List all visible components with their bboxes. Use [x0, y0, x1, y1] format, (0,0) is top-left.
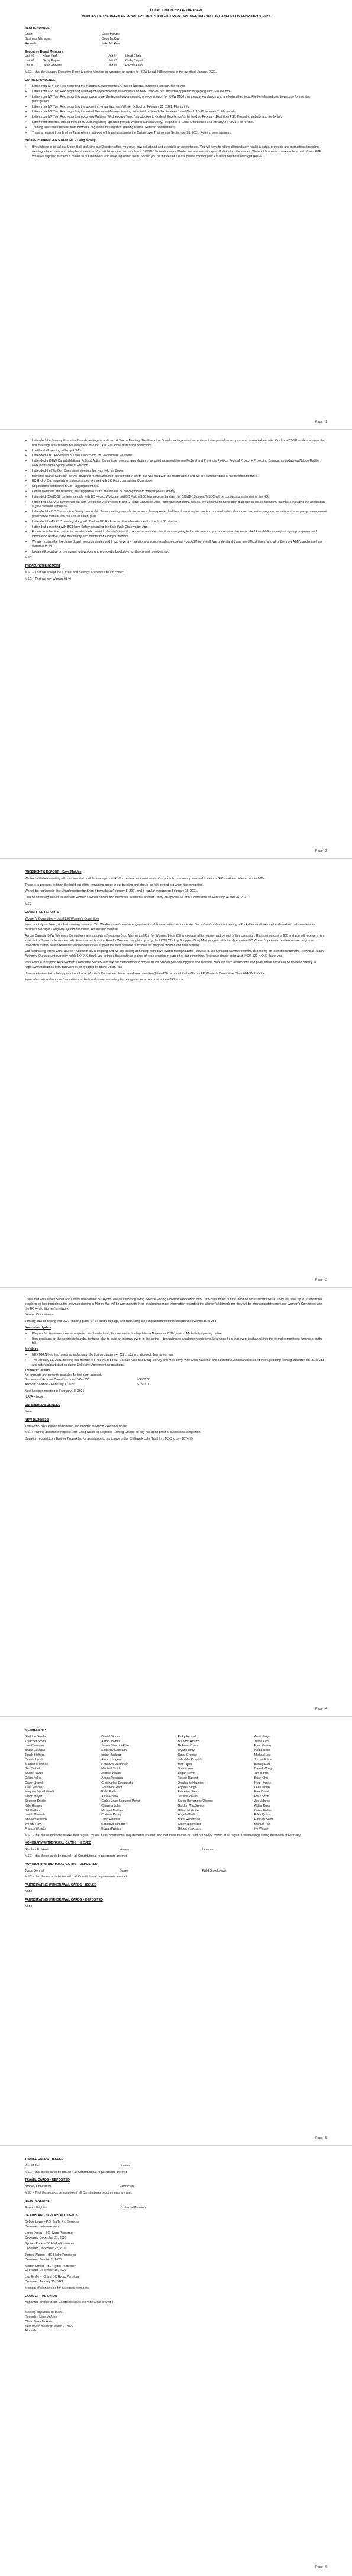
committees-heading: COMMITTEE REPORTS	[25, 910, 59, 914]
list-item: ➢ Updated Executive on the current grievances and provided a breakdown on the current membership.	[25, 550, 327, 555]
officer-role: Business Manager:	[25, 37, 51, 41]
member-name: Jesse Kim	[254, 1739, 269, 1743]
president-para: We will be hosting our first virtual meeting for Shop Stewards on February 8, 2021 and a regular meeting on February 15, 2021.	[25, 889, 198, 894]
travel-deposited-motion: MSC – That these cards be accepted if all Constitutional requirements are met.	[25, 2191, 133, 2195]
list-item: ➢ Letter from Roberto Hobson from Local 2085 regarding upcoming virtual Western Canada Utility, Telephone & Cable Conference on February 24, 2021, File for info.	[25, 121, 327, 125]
committee-para: If you are interested in being part of our Local Women's Committee please email wwcommittee@ibew258.ca or call Kathe Obrodi AR Women's Committee Chair 604-XXX-XXXX.	[25, 972, 266, 976]
death-name: Sydney Pace – BC Hydro Pensioner	[25, 2242, 75, 2246]
officer-name: Doug McKay	[102, 37, 120, 41]
list-item: ➢ I attended a BC Federation of Labour workshop on Government Relations.	[25, 454, 327, 459]
finance-label: Account Balance – February 1, 2021	[25, 1382, 75, 1386]
officer-name: Mike McAfee	[102, 41, 120, 46]
table-row	[25, 2206, 327, 2211]
member-name: Joanka Waldie	[101, 1772, 122, 1776]
page-number: Page | 3	[315, 1278, 327, 1282]
member-name: Aqbaell Singh	[177, 1785, 197, 1789]
committee-subheading: Women's Committee – Local 258 Women's Committee	[25, 917, 99, 921]
list-item: ➢ I attended the BC Construction Safety Leadership Team meeting: agenda items were the corporate dashboard, service plan metrics, updated safety dashboard, asbestos program, security and emergency management governance manual and the annual safety plan.	[25, 510, 327, 519]
meetings-heading: Meetings	[25, 1347, 38, 1352]
member-name: Angela Phillip	[177, 1813, 196, 1817]
meetings-list	[25, 1353, 327, 1367]
correspondence-heading: CORRESPONDENCE	[25, 78, 56, 82]
attendance-heading: IN ATTENDANCE	[25, 26, 50, 30]
officer-role: Recorder:	[25, 41, 38, 46]
november-list	[25, 1332, 327, 1346]
finance-value: $1500.00	[137, 1382, 150, 1386]
member-name: Mitchell Smith	[101, 1767, 121, 1771]
november-update-heading: November Update	[25, 1326, 51, 1330]
exec-unit: Unit #4	[108, 54, 118, 59]
member-name: Kyle Heaney	[25, 1804, 43, 1808]
member-name: Nnaeem Phillips	[25, 1818, 47, 1822]
member-name: Anoca Petersen	[101, 1776, 124, 1780]
bm-report-list	[25, 439, 327, 554]
death-entry	[25, 2275, 327, 2285]
death-date: Deceased January 10, 2021	[25, 2279, 63, 2283]
list-item: ➢ Letter from IVP Tom Reid regarding a campaign to get the federal government to provide support for IBEW 2106 members at Hardlands who are losing their jobs, File for info and post to website for member participation.	[25, 95, 327, 105]
member-name: Michael Maitland	[101, 1808, 125, 1812]
member-name: Gillian McGuire	[177, 1808, 199, 1812]
member-name: Gordon MacGregor	[177, 1804, 205, 1808]
exec-name: Klaus Kraft	[43, 54, 58, 59]
travel-issued-heading: TRAVEL CARDS – ISSUED	[25, 2158, 64, 2161]
member-name: Alicia Roma	[101, 1795, 118, 1799]
member-name: Corinne Penny	[101, 1813, 122, 1817]
member-name: Daniel Bidoux	[101, 1734, 121, 1739]
exec-row	[25, 64, 327, 69]
ilata-line: ILATA – None.	[25, 1395, 44, 1399]
page-6	[0, 2145, 352, 2574]
officer-row	[25, 42, 327, 47]
page-5	[0, 1716, 352, 2145]
member-name: Kimberly Galbraith	[101, 1749, 127, 1753]
committee-para: Meet monthly on Zoom, our last meeting January 12th. We discussed member engagement and how to better communicate. Since Carolyn Yerke is creating a Rocky/Jemand that can be shared with all members via Business Manager Doug McKay and our media, Hotline and website.	[25, 923, 316, 932]
pension-name: Edward Brighton	[25, 2205, 48, 2210]
new-business-heading: NEW BUSINESS	[25, 1418, 49, 1422]
list-item: ➢ Dutton Members are resuming the suggestive forms and we will be moving forward with proposals shortly.	[25, 490, 327, 495]
exec-unit: Unit #3	[25, 64, 35, 68]
finance-row	[25, 1378, 327, 1383]
new-business-item: Donation request from Brother Taras Allen for assistance to participate in the Chilliwack Lake Triathlon, MSC to pay $874.95.	[25, 1437, 194, 1441]
participating-deposited-value: None	[25, 1904, 33, 1908]
president-para: I will be attending the virtual Western Women's Winter School and the virtual Western Canadian Utility, Telephone & Cable Conference on February 24 and 26, 2021.	[25, 896, 248, 900]
list-item: ➢ We are posting the Executive Board meeting minutes and if you have any questions or concerns please contact your ABM or myself. We understand these are difficult times, and all of them my ABM's and myself are available to you.	[25, 540, 327, 550]
member-name: Dylan Keller	[25, 1776, 41, 1780]
member-name: Bill Maitland	[25, 1808, 41, 1812]
list-item: ➢ For our suitable line contractor members who travel to the site's to work, please be reminded that if you are going to the site to work, you are required to contact the Union Hall as a original sign-up purposes and information relative to the mandatory documents that allow you to work.	[25, 530, 327, 540]
treasurer-heading: TREASURER'S REPORT	[25, 564, 61, 569]
treasurer-motion-2: MSC – That we pay Warrant #840	[25, 577, 72, 581]
next-meeting: Next Nextgen meeting is February 18, 2021.	[25, 1389, 85, 1393]
member-name: Ben Seibel	[25, 1767, 40, 1771]
member-name: Tristan Dupont	[177, 1776, 198, 1780]
president-msc: MSC	[25, 902, 32, 906]
exec-unit: Unit #5	[108, 59, 118, 63]
member-name: Kelsey Park	[254, 1762, 271, 1766]
member-name: Leah Morin	[254, 1785, 270, 1789]
member-name: Shannon Grant	[101, 1785, 122, 1789]
member-name: Daniel Wong	[254, 1767, 272, 1771]
member-name: Maryam Jamal Wardi	[25, 1790, 54, 1794]
member-name: Thao Roamer	[101, 1818, 120, 1822]
card-place: Vernon	[120, 1848, 130, 1852]
exec-name: Rachel Allan	[125, 64, 143, 68]
list-item: ➢ Item continues on the contribute laundry, tentative plan to build an informal event in the spring – depending on pandemic restrictions. Learnings from that event to channel into the formal committee's fundraiser in the fall.	[25, 1337, 327, 1347]
list-item: ➢ I attended COVID-19 conference calls with BC Hydro, Worksafe and BC Fed. MSBC has accepted a claim for COVID-19 cover. WSBC will be conducting a site visit of the HQ.	[25, 495, 327, 500]
list-item: ➢ I attended a meeting with BC Hydro Safety regarding the Safe Work Observation App.	[25, 525, 327, 530]
member-name: Jacob Stafford	[25, 1753, 45, 1757]
new-business-item: Tom Fortin 2021 logo to be finalised and decided at March Executive Board.	[25, 1424, 128, 1428]
president-para: There is in progress to finish the build out of the remaining space in our building and should be fully rented out when it is completed.	[25, 883, 204, 887]
card-trade: Electrician	[120, 2185, 134, 2189]
death-entry	[25, 2253, 327, 2263]
exec-row	[25, 59, 327, 64]
honorary-issued-motion: MSC – that these cards be issued if all Constitutional requirements are met.	[25, 1854, 128, 1858]
member-name: Karim Hernandez Olivedo	[177, 1799, 213, 1803]
finance-value: +$500.00	[137, 1378, 150, 1382]
member-name: Isaiah Jackson	[101, 1753, 122, 1757]
exec-name: Gerry Payne	[43, 59, 60, 63]
document-subtitle: MINUTES OF THE REGULAR FEBRUARY, 2021 ZOOM FUTURE BOARD MEETING HELD IN LANGLEY ON FEBRUARY 9, 2021	[82, 15, 270, 19]
member-name: Wendy Ray	[25, 1822, 41, 1826]
member-name: Marriott Marshall	[25, 1762, 48, 1766]
member-name: Cathy Richmond	[177, 1822, 201, 1826]
officer-role: Chair:	[25, 33, 33, 37]
list-item: ➢ Plaques for the winners were completed and handed out. Pictures and a final update on November 2020 given to Michelle for posting online	[25, 1332, 327, 1337]
death-date: Deceased date unknown	[25, 2224, 59, 2229]
death-date: Deceased December 15, 2020	[25, 2269, 67, 2273]
list-item: ➢ BC Hydro: Our negotiating team continues to meet with BC Hydro bargaining Committee.	[25, 479, 327, 484]
officer-row	[25, 37, 327, 42]
list-item: ➢ I held a staff meeting with my ABM's.	[25, 449, 327, 454]
member-name: John MacDonald	[177, 1758, 201, 1762]
member-name: Dennis Lynch	[25, 1758, 44, 1762]
ibew-pensions-heading: IBEW PENSIONS	[25, 2199, 50, 2203]
membership-list	[25, 1735, 327, 1832]
member-name: Kabir Rally	[101, 1790, 117, 1794]
committee-treasurer-intro: No amounts are currently available for the bank account.	[25, 1373, 102, 1378]
adjourn-line: Meeting adjourned at 15:16.	[25, 2311, 63, 2315]
member-name: Ivy Watson	[254, 1827, 270, 1831]
member-name: Bruce Gelagas	[25, 1749, 46, 1753]
member-name: Evan Scott	[254, 1795, 269, 1799]
participating-issued-heading: PARTICIPATING WITHDRAWAL CARDS – ISSUED	[25, 1883, 97, 1888]
card-trade: Lineman	[202, 1848, 214, 1852]
death-entry	[25, 2220, 327, 2230]
membership-motion: MSC – that these applications take their regular course if all Constitutional requirements are met, and that these names be read out and/or posted at all regular Unit meetings during the month of February.	[25, 1833, 301, 1837]
member-name: Shane Taylor	[25, 1772, 43, 1776]
list-item: ➢ Letter from IVP Tom Reid regarding the upcoming virtual Women's Winter School on February 21, 2021, File for info.	[25, 105, 327, 110]
committee-treasurer-heading: Treasurer Report	[25, 1369, 50, 1373]
member-name: Omar Gravitte	[177, 1753, 198, 1757]
member-name: Isaiah Mensah	[25, 1813, 45, 1817]
list-item: ➢ Letter from IVP Tom Reid regarding a survey of apprenticeship stakeholders on how Covid-19 has impacted apprenticeship programs, File for info.	[25, 90, 327, 95]
adjourn-line: Next Board meeting: March 2, 2022	[25, 2324, 73, 2328]
member-name: Wyatt Henry	[177, 1749, 195, 1753]
exec-unit: Unit #6	[108, 64, 118, 68]
member-name: Brian Chu	[254, 1776, 268, 1780]
honorary-issued-heading: HONORARY WITHDRAWAL CARDS – ISSUED	[25, 1841, 92, 1846]
member-name: Stephanie Hepener	[177, 1781, 205, 1785]
death-name: Leo Enslie – IO and BC Hydro Pensioner	[25, 2275, 81, 2279]
member-name: James Vasconi-Pilar	[101, 1744, 130, 1748]
bm-intro-list	[25, 145, 327, 159]
page-number: Page | 6	[315, 2565, 327, 2569]
president-heading: PRESIDENT'S REPORT – Dave McAfee	[25, 870, 82, 874]
list-item: ➢ Letter from IVP Tom Reid regarding the virtual Business Manager training to be held on March 1-4 for week 1 and March 15-18 for week 2, File for info.	[25, 110, 327, 115]
member-name: Shaun Yew	[177, 1767, 193, 1771]
member-name: Brandon Aldrich	[177, 1739, 200, 1743]
exec-board-heading: Executive Board Members	[25, 50, 63, 54]
member-name: Riley Quinn	[254, 1813, 270, 1817]
page-number: Page | 4	[315, 1707, 327, 1711]
list-item: ➢ If you phone in or call our Union Hall, including our Dispatch office, you must now call ahead and schedule an appointment. You will have to follow all mandatory health & safety protocols and instructions including wearing a face mask and using hand sanitizer. You will be required to complete a COVID-19 questionnaire. Masks are now mandatory in all shared inside spaces. We would consider masks to be a part of your PPE. We have supplied numerous masks to our members who have requested them. Should you be in need of a mask please contact your Assistant Business Manager (ABM).	[25, 145, 327, 159]
exec-name: Cathy Trigaith	[125, 59, 145, 63]
member-name: Logan Nevin	[177, 1772, 195, 1776]
page-4	[0, 1287, 352, 1716]
table-row	[25, 2185, 327, 2190]
table-row	[25, 2164, 327, 2169]
member-name: Amrit Singh	[254, 1734, 270, 1739]
member-name: Paul Grant	[254, 1790, 269, 1794]
exec-name: Dean Roberts	[43, 64, 62, 68]
committee-para: I have met with Janice Soper and Lesley Macdonald, BC Hydro. They are working along side the Ending Violence Association of BC and have rolled out the Don't be a Bystander course. They will have up to 10 additional sessions on-line throughout the province starting in March. We will be working with them sharing important information regarding the Women's Network and they will be sharing updates from our Women's Committee with the BC Hydro Women's network.	[25, 1298, 323, 1311]
list-item: ➢ Letter from IVP Tom Reid regarding the National Governments $70 million National Initiative Program, file for info.	[25, 85, 327, 89]
member-name: Nicholas Chen	[177, 1744, 198, 1748]
exec-unit: Unit #2	[25, 59, 35, 63]
list-item: ➢ Negotiations continue for Aux Flagging members.	[25, 485, 327, 489]
member-name: Aaron Jaynes	[101, 1739, 120, 1743]
honorary-deposited-heading: HONORARY WITHDRAWAL CARDS – DEPOSITED	[25, 1862, 98, 1866]
member-name: Gilbert Yzakhonu	[177, 1827, 202, 1831]
finance-label: Summary of Account Donations from IBEW 258:	[25, 1378, 91, 1382]
travel-issued-motion: MSC – that these cards be issued if all Constitutional requirements are met.	[25, 2170, 128, 2174]
death-date: Deceased December 22, 2020	[25, 2247, 67, 2251]
card-name: Bradley Cheesman	[25, 2185, 51, 2189]
list-item: ➢ I attended the Nat-Gen Committee Meeting that was held via Zoom.	[25, 469, 327, 474]
officer-name: Dave McAfee	[102, 33, 121, 37]
document-title: LOCAL UNION 258 OF THE IBEW	[150, 9, 202, 12]
list-item: ➢ I attended a IBEW Canada National Political Action Committee meeting: agenda items included a presentation on Federal and Provincial Politics, Federal Project + Protecting Canada, an update on Nelson Rubber work plans and a Spring Federal Election.	[25, 459, 327, 469]
member-name: Carmela John	[101, 1804, 121, 1808]
list-item: ➢ I attended a COVID conference call with Executive Vice President of BC Hydro Chantelle Millie regarding operational issues. We continue to have open dialogue on issues facing my members including the application of your workers principles.	[25, 501, 327, 510]
member-name: Thatcher Smith	[25, 1739, 46, 1743]
member-name: Noah Evans	[254, 1781, 272, 1785]
death-name: Morton Ernest – BC Hydro Pensioner	[25, 2264, 76, 2268]
member-name: Jessica Poulin	[177, 1795, 198, 1799]
membership-heading: MEMBERSHIP	[25, 1729, 46, 1732]
good-of-union-heading: GOOD OF THE UNION	[25, 2294, 57, 2298]
member-name: Spencer Brodie	[25, 1799, 46, 1803]
member-name: Francis Wharton	[25, 1827, 48, 1831]
member-name: Carlos Joao Sisquesti Perez	[101, 1799, 140, 1803]
member-name: Sheldon Smela	[25, 1734, 46, 1739]
adjourn-line: All cards	[25, 2329, 37, 2333]
card-trade: Field Storekeeper	[202, 1869, 227, 1873]
member-name: Farcefina Fields	[177, 1790, 200, 1794]
page-1	[0, 0, 352, 429]
travel-deposited-heading: TRAVEL CARDS – DEPOSITED	[25, 2178, 70, 2182]
member-name: Aaron Luttgen	[101, 1758, 121, 1762]
death-name: Lorne Orden – BC Hydro Pensioner	[25, 2231, 74, 2235]
list-item: ➢ Training request from Brother Taras Allen in support of his participation in the Cultus Lake Triathlon on September 26, 2021. Refer to new business.	[25, 131, 327, 136]
member-name: Matt Ojala	[177, 1762, 192, 1766]
member-name: Nadia Ross	[254, 1749, 270, 1753]
member-name: Zoe Adams	[254, 1799, 270, 1803]
death-entry	[25, 2231, 327, 2241]
page-3	[0, 858, 352, 1287]
list-item: ➢ I attended the All PTC meeting along with Brother BC Hydro executive who attended for the first 30 minutes.	[25, 520, 327, 525]
card-place: Surrey	[120, 1869, 129, 1873]
member-name: Edward Weiss	[101, 1827, 121, 1831]
death-entry	[25, 2242, 327, 2252]
page-2	[0, 429, 352, 858]
member-name: Levi Cameron	[25, 1744, 44, 1748]
new-business-item: MSC: Training assistance request from Craig Nolan for Logistics Training Course, to pay half upon proof of successful completion.	[25, 1431, 201, 1435]
committee-para: Our fundraising efforts with Futures 4 Aspire in BC is ongoing and we are looking at funding both drive events throughout the Province in the Spring or Summer months, depending on restrictions from the Provincial Health Authority. Our account currently holds $XX.XX, thank you to those that continue to drop off your empties in support of our committee. To donate simply enter acct # 604-520-XXXX, thank you.	[25, 950, 324, 959]
committee-para: Newton Committee –	[25, 1313, 54, 1317]
list-item: ➢ The January 11, 2021 meeting had members of the NGB Local: 4, Chair Kalle Soi, Doug McKay and Mike Levy. Vice Chair Kalle Soi and Secretary: Jonathan discussed their upcoming training support from IBEW 258 and potential participation during Collective Agreement negotiations.	[25, 1359, 327, 1368]
good-of-union-item: Appointed Brother Brian Goedbloeden as the Vice Chair of Unit 4.	[25, 2301, 115, 2305]
participating-issued-value: None	[25, 1889, 33, 1893]
member-name: Brent Robertson	[177, 1818, 201, 1822]
death-date: Deceased October 5, 2020	[25, 2257, 62, 2262]
card-name: Kurt Muller	[25, 2164, 40, 2168]
member-name: Michael Lee	[254, 1753, 271, 1757]
correspondence-list	[25, 85, 327, 135]
death-name: Debbie Lowe – P.S. Traffic Pro Services	[25, 2220, 79, 2224]
adjourn-line: Chair: Dave McAfee	[25, 2320, 53, 2324]
treasurer-motion-1: MSC – That we accept the Current and Savings Accounts if found correct.	[25, 570, 125, 574]
table-row	[25, 1848, 327, 1853]
page-number: Page | 2	[315, 849, 327, 853]
table-row	[25, 1869, 327, 1874]
committee-para: Across Canada IBEW Women's Committees are supporting Shoppers Drug Mart Virtual Run for Women, Local 258 encourage all to register and be part of this campaign. Registration cost is $30 and you will receive a run shirt. (https://www.runforwomen.ca/). Funds raised from the Run for Women, brought to you by the LOVE YOU by Shoppers Drug Mart program will directly enhance BC Women's perinatal resilience care programs. Innovation mental health resources and resources will support the best possible outcomes for pregnant women and their families.	[25, 934, 324, 947]
exec-row	[25, 54, 327, 59]
death-date: Deceased December 31, 2020	[25, 2236, 67, 2240]
president-para: We had a Webex meeting with our financial portfolio managers at RBC to review our investments. Our portfolio is currently invested in various GICs and are deferred out to 2024.	[25, 876, 266, 881]
moment-of-silence: Moment of silence held for deceased members.	[25, 2286, 90, 2290]
death-name: James Warren – BC Hydro Pensioner	[25, 2253, 76, 2257]
page-number: Page | 1	[315, 420, 327, 424]
member-name: Christopher Bojanofsky	[101, 1781, 133, 1785]
attendance-motion: MSC – that the January Executive Board Meeting Minutes be accepted as posted to IBEW Local 258's website in the month of January 2021.	[25, 70, 217, 74]
page-number: Page | 5	[315, 2136, 327, 2140]
pension-type: IO Normal Pension	[120, 2205, 146, 2210]
unfinished-heading: UNFINISHED BUSINESS	[25, 1404, 60, 1408]
adjourn-line: Recorder: Mike McAfee	[25, 2315, 57, 2319]
exec-unit: Unit #1	[25, 54, 35, 59]
committee-para: January saw us testing into 2021, making plans for a Facebook page, and discussing stocking and mentorship opportunities within IBEW 258.	[25, 1320, 217, 1324]
member-name: Tim Harris	[254, 1772, 269, 1776]
bm-report-heading: BUSINESS MANAGER'S REPORT – Doug McKay	[25, 139, 96, 143]
card-trade: Lineman	[120, 2164, 131, 2168]
member-name: Tyler Fletcher	[25, 1785, 44, 1789]
member-name: Ricky Kendall	[177, 1734, 196, 1739]
list-item: ➢ Barnaffle Island: Outreach served down the memorandum of agreement. A zoom call was held with the membership and we are currently back at the negotiating table.	[25, 475, 327, 479]
officer-row	[25, 33, 327, 37]
deaths-heading: DEATHS AND SERIOUS ACCIDENTS	[25, 2214, 78, 2218]
member-name: Owen Fisher	[254, 1808, 272, 1812]
member-name: Jordan Price	[254, 1758, 272, 1762]
member-name: Konglavii Tamboo	[101, 1822, 126, 1826]
participating-deposited-heading: PARTICIPATING WITHDRAWAL CARDS – DEPOSITED	[25, 1898, 103, 1902]
member-name: Marcus Tan	[254, 1822, 270, 1826]
list-item: ➢ NEXTGEN held two meetings in January, the first on January 4, 2021, taking a Microsoft Teams test run.	[25, 1353, 327, 1358]
card-name: Stephen E. Morris	[25, 1848, 50, 1852]
committee-para: We continue to support Alice Women's Resource Society and ask our membership to donate much needed personal hygiene and feminine products such as tampons and pads, these items can be donated directly to https://www.facebook.com/alicewomen/ or dropped off at the Union Hall.	[25, 960, 317, 969]
list-item: ➢ I attended the January Executive Board meeting via a Microsoft Teams Meeting. The Executive Board meetings minutes continue to be posted on our password protected website. Our Local 258 President advises that unit meetings are currently not being held due to COVID-19 social distancing restrictions.	[25, 439, 327, 449]
member-name: Jason Meyer	[25, 1795, 43, 1799]
finance-row	[25, 1383, 327, 1388]
member-name: Ryan Brown	[254, 1744, 272, 1748]
member-name: Casey Sewell	[25, 1781, 44, 1785]
honorary-deposited-motion: MSC – that these cards be issued if all Constitutional requirements are met.	[25, 1875, 128, 1879]
member-name: Hannah Scott	[254, 1818, 273, 1822]
list-item: ➢ Training assistance request from Brother Craig Nolan for Logistics Training course. Refer to new business.	[25, 126, 327, 131]
unfinished-value: None	[25, 1409, 33, 1414]
member-name: Candace McDonald	[101, 1762, 128, 1766]
committee-para: More information about our Committee can be found on our website, please register for an account at ibew258.bc.ca	[25, 978, 183, 982]
list-item: ➢ Letter from IVP Tom Reid regarding upcoming Webinar Wednesdays Topic "Introduction to Code of Excellence" to be held on February 10 at 8pm PST. Posted to website and file for info.	[25, 115, 327, 120]
exec-name: Lloyd Clark	[125, 54, 141, 59]
member-name: Aiden Ross	[254, 1804, 270, 1808]
card-name: Justin Gormal	[25, 1869, 44, 1873]
death-entry	[25, 2265, 327, 2274]
bm-msc: MSC	[25, 556, 32, 560]
